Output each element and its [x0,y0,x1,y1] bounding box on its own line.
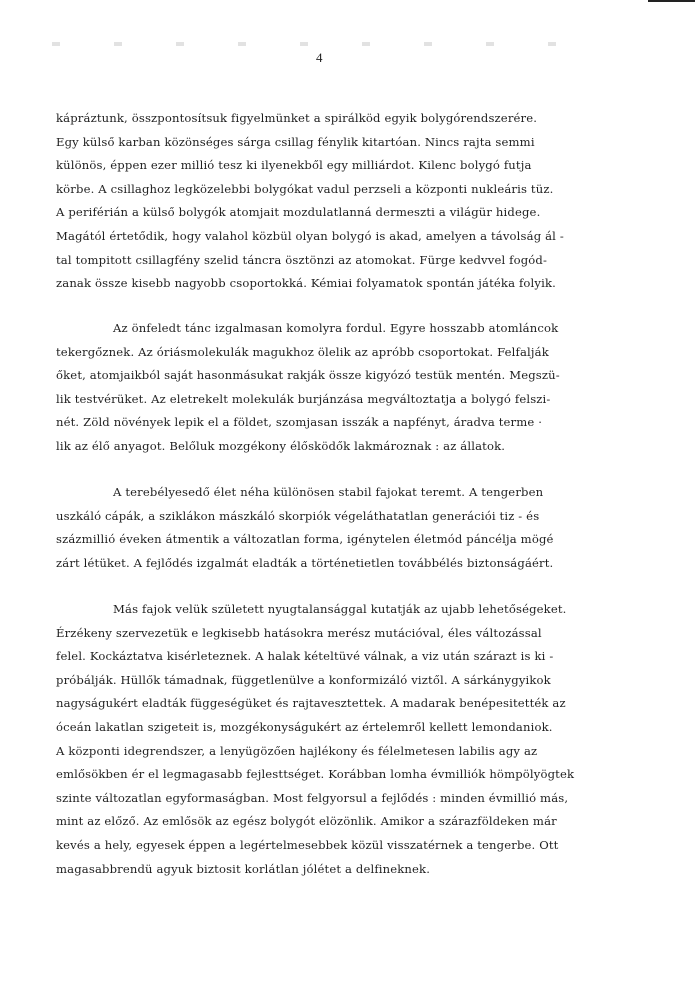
scan-header-artifacts [30,42,590,46]
text-line: emlősökben ér el legmagasabb fejlesttséget. Korábban lomha évmilliók hömpölyögtek [56,767,575,782]
scan-edge-mark [648,0,695,2]
text-line: nagyságukért eladták függeségüket és rajtavesztettek. A madarak benépesitették az [56,696,566,711]
paragraph-3 [56,481,616,575]
text-line: Az önfeledt tánc izgalmasan komolyra fordul. Egyre hosszabb atomláncok [113,321,559,335]
paragraph-4 [56,598,616,881]
text-line: lik az élő anyagot. Belőluk mozgékony élősködők lakmároznak : az állatok. [56,438,506,453]
text-line: zárt létüket. A fejlődés izgalmát eladták a történetietlen továbbélés biztonságáért. [56,555,554,570]
text-line: körbe. A csillaghoz legközelebbi bolygókat vadul perzseli a központi nukleáris tüz. [56,181,554,196]
text-line: szinte változatlan egyformaságban. Most felgyorsul a fejlődés : minden évmillió más, [56,790,569,805]
text-line: tal tompitott csillagfény szelid táncra ösztönzi az atomokat. Fürge kedvvel fogód- [56,252,548,267]
text-line: Egy külső karban közönséges sárga csillag fénylik kitartóan. Nincs rajta semmi [56,134,535,149]
text-line: uszkáló cápák, a sziklákon mászkáló skorpiók végeláthatatlan generációi tiz - és [56,508,540,523]
text-line: óceán lakatlan szigeteit is, mozgékonyságukért az értelemről kellett lemondaniok. [56,719,553,734]
text-line: Érzékeny szervezetük e legkisebb hatásokra merész mutációval, éles változással [56,625,542,640]
text-line: A központi idegrendszer, a lenyügözően hajlékony és félelmetesen labilis agy az [56,743,538,758]
paragraph-1 [56,107,616,296]
text-line: százmillió éveken átmentik a változatlan forma, igénytelen életmód páncélja mögé [56,532,554,547]
text-line: Magától értetődik, hogy valahol közbül olyan bolygó is akad, amelyen a távolság ál - [56,228,564,243]
text-line: kevés a hely, egyesek éppen a legértelmesebbek közül visszatérnek a tengerbe. Ott [56,837,559,852]
text-line: próbálják. Hüllők támadnak, függetlenülve a konformizáló viztől. A sárkánygyikok [56,672,551,687]
text-line: A periférián a külső bolygók atomjait mozdulatlanná dermeszti a világür hidege. [56,205,541,220]
text-line: felel. Kockáztatva kisérleteznek. A halak kételtüvé válnak, a viz után szárazt is ki - [56,649,554,664]
text-line: őket, atomjaikból saját hasonmásukat rakják össze kigyózó testük mentén. Megszü- [56,368,560,383]
paragraph-2 [56,317,616,459]
text-line: Más fajok velük született nyugtalansággal kutatják az ujabb lehetőségeket. [113,602,567,616]
text-line: lik testvérüket. Az eletrekelt molekulák burjánzása megváltoztatja a bolygó felszi- [56,391,551,406]
text-line: mint az előző. Az emlősök az egész bolygót elözönlik. Amikor a szárazföldeken már [56,814,557,829]
text-line: zanak össze kisebb nagyobb csoportokká. Kémiai folyamatok spontán játéka folyik. [56,276,556,291]
text-line: nét. Zöld növények lepik el a földet, szomjasan isszák a napfényt, áradva terme · [56,415,543,430]
text-line: kápráztunk, összpontosítsuk figyelmünket a spirálköd egyik bolygórendszerére. [56,111,538,125]
text-line: különös, éppen ezer millió tesz ki ilyenekből egy milliárdot. Kilenc bolygó futja [56,158,532,173]
text-line: magasabbrendü agyuk biztosit korlátlan jólétet a delfineknek. [56,861,431,876]
text-line: tekergőznek. Az óriásmolekulák magukhoz ölelik az apróbb csoportokat. Felfalják [56,344,549,359]
text-line: A terebélyesedő élet néha különösen stabil fajokat teremt. A tengerben [113,485,544,499]
page-number: 4 [316,50,323,65]
